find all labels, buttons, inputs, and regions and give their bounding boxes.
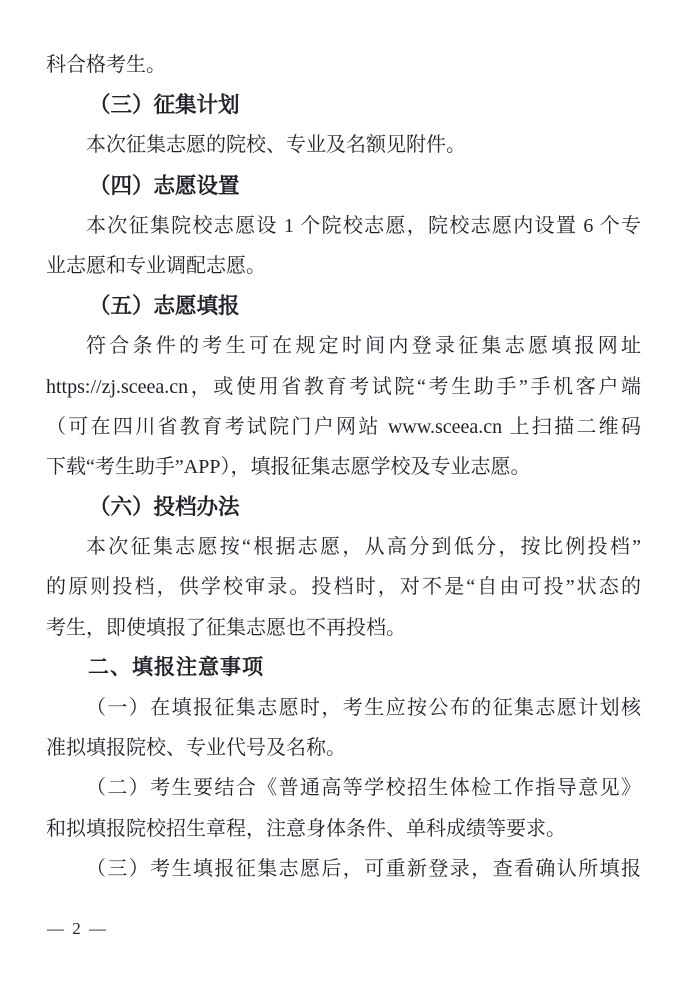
- body-text-line: 业志愿和专业调配志愿。: [46, 254, 266, 277]
- body-text-line: 本次征集院校志愿设 1 个院校志愿，院校志愿内设置 6 个专: [86, 214, 641, 237]
- body-text-line: 考生，即使填报了征集志愿也不再投档。: [46, 616, 406, 639]
- body-text-line: 和拟填报院校招生章程，注意身体条件、单科成绩等要求。: [46, 817, 566, 840]
- body-text-line: 下载“考生助手”APP），填报征集志愿学校及专业志愿。: [46, 455, 531, 478]
- section-heading-4: （四）志愿设置: [89, 173, 240, 198]
- section-heading-6: （六）投档办法: [89, 495, 240, 520]
- body-text-line-url: https://zj.sceea.cn，或使用省教育考试院“考生助手”手机客户端: [46, 375, 641, 398]
- body-text-line: 本次征集志愿的院校、专业及名额见附件。: [86, 134, 466, 157]
- body-text-line: 准拟填报院校、专业代号及名称。: [46, 737, 346, 760]
- body-text-line-url: （可在四川省教育考试院门户网站 www.sceea.cn 上扫描二维码: [46, 415, 641, 438]
- document-body: [46, 45, 641, 889]
- body-text-line: 符合条件的考生可在规定时间内登录征集志愿填报网址: [86, 335, 641, 358]
- section-heading-main: 二、填报注意事项: [88, 655, 264, 679]
- section-heading-5: （五）志愿填报: [89, 294, 240, 319]
- section-heading-3: （三）征集计划: [89, 93, 240, 118]
- body-text-line: （三）考生填报征集志愿后，可重新登录，查看确认所填报: [86, 857, 641, 880]
- body-text-line: 科合格考生。: [46, 54, 166, 76]
- body-text-line: （二）考生要结合《普通高等学校招生体检工作指导意见》: [86, 777, 641, 800]
- page-number: — 2 —: [47, 919, 108, 938]
- body-text-line: 的原则投档，供学校审录。投档时，对不是“自由可投”状态的: [46, 576, 641, 599]
- body-text-line: 本次征集志愿按“根据志愿，从高分到低分，按比例投档”: [86, 536, 641, 559]
- body-text-line: （一）在填报征集志愿时，考生应按公布的征集志愿计划核: [86, 697, 641, 719]
